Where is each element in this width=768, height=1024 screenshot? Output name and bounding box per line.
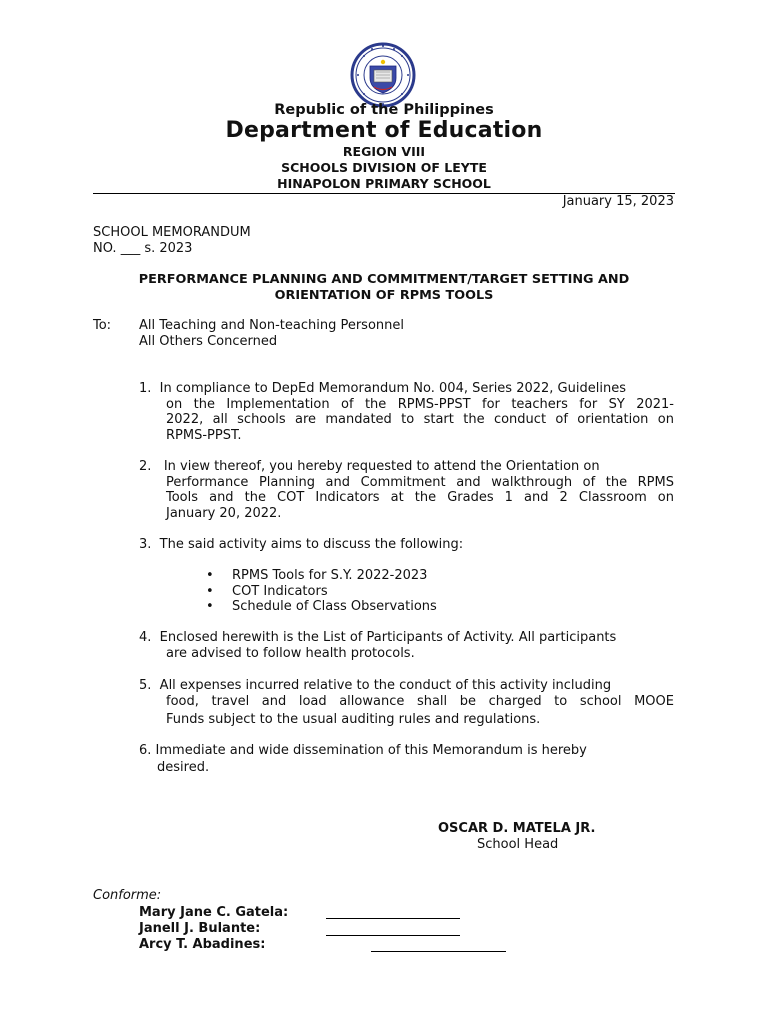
item-line: on the Implementation of the RPMS-PPST for teachers for SY 2021- — [166, 397, 674, 412]
bullet-list — [206, 568, 437, 615]
item-number: 1. — [139, 381, 152, 396]
item-line: desired. — [157, 760, 210, 775]
subject-line: PERFORMANCE PLANNING AND COMMITMENT/TARGET SETTING AND — [138, 272, 630, 287]
bullet-icon: • — [206, 599, 214, 614]
deped-seal-icon — [350, 42, 416, 108]
item-number: 2. — [139, 459, 152, 474]
list-item — [139, 743, 674, 759]
bullet-item — [206, 568, 437, 584]
bullet-text: RPMS Tools for S.Y. 2022-2023 — [232, 568, 428, 583]
item-number: 5. — [139, 678, 152, 693]
memo-subject — [93, 272, 675, 304]
school-heading: HINAPOLON PRIMARY SCHOOL — [277, 176, 491, 191]
conforme-name: Janell J. Bulante: — [139, 921, 261, 936]
bullet-text: COT Indicators — [232, 583, 328, 599]
bullet-icon: • — [206, 583, 214, 599]
memo-number: NO. ___ s. 2023 — [93, 241, 193, 256]
conforme-label: Conforme: — [93, 888, 162, 903]
bullet-text: Schedule of Class Observations — [232, 599, 437, 614]
bullet-item — [206, 599, 437, 615]
list-item — [139, 678, 674, 694]
bullet-item — [206, 584, 437, 600]
item-line: January 20, 2022. — [166, 506, 282, 521]
bullet-icon: • — [206, 568, 214, 583]
memo-type: SCHOOL MEMORANDUM — [93, 225, 251, 240]
item-line: In compliance to DepEd Memorandum No. 004, Series 2022, Guidelines — [159, 381, 626, 396]
item-line: Funds subject to the usual auditing rules and regulations. — [166, 712, 541, 727]
list-item — [139, 630, 674, 646]
item-line: 2022, all schools are mandated to start the conduct of orientation on — [166, 412, 674, 427]
item-line: food, travel and load allowance shall be charged to school MOOE — [166, 694, 674, 709]
item-line: In view thereof, you hereby requested to attend the Orientation on — [163, 459, 600, 474]
signatory-title: School Head — [477, 837, 559, 852]
item-line: The said activity aims to discuss the following: — [159, 537, 464, 552]
item-line: Enclosed herewith is the List of Participants of Activity. All participants — [159, 630, 617, 645]
item-line: Performance Planning and Commitment and walkthrough of the RPMS — [166, 475, 674, 490]
item-line: RPMS-PPST. — [166, 428, 242, 443]
list-item — [139, 459, 674, 475]
conforme-name: Mary Jane C. Gatela: — [139, 905, 289, 920]
conforme-name: Arcy T. Abadines: — [139, 937, 266, 952]
signatory-name: OSCAR D. MATELA JR. — [438, 821, 596, 836]
item-number: 6. — [139, 743, 152, 758]
to-label: To: — [93, 318, 112, 333]
recipient: All Teaching and Non-teaching Personnel — [139, 318, 404, 333]
signature-line — [326, 918, 460, 919]
department-heading: Department of Education — [225, 118, 543, 143]
item-line: are advised to follow health protocols. — [166, 646, 415, 661]
item-number: 3. — [139, 537, 152, 552]
item-line: All expenses incurred relative to the conduct of this activity including — [159, 678, 612, 693]
subject-line: ORIENTATION OF RPMS TOOLS — [274, 288, 494, 303]
region-heading: REGION VIII — [342, 144, 426, 159]
recipient: All Others Concerned — [139, 334, 278, 349]
list-item — [139, 381, 674, 397]
item-number: 4. — [139, 630, 152, 645]
item-line: Tools and the COT Indicators at the Grades 1 and 2 Classroom on — [166, 490, 674, 505]
republic-heading: Republic of the Philippines — [274, 102, 494, 118]
item-line: Immediate and wide dissemination of this Memorandum is hereby — [155, 743, 587, 758]
signature-line — [326, 935, 460, 936]
signature-line — [371, 951, 506, 952]
memo-date: January 15, 2023 — [562, 194, 674, 209]
division-heading: SCHOOLS DIVISION OF LEYTE — [281, 160, 487, 175]
list-item — [139, 537, 463, 553]
